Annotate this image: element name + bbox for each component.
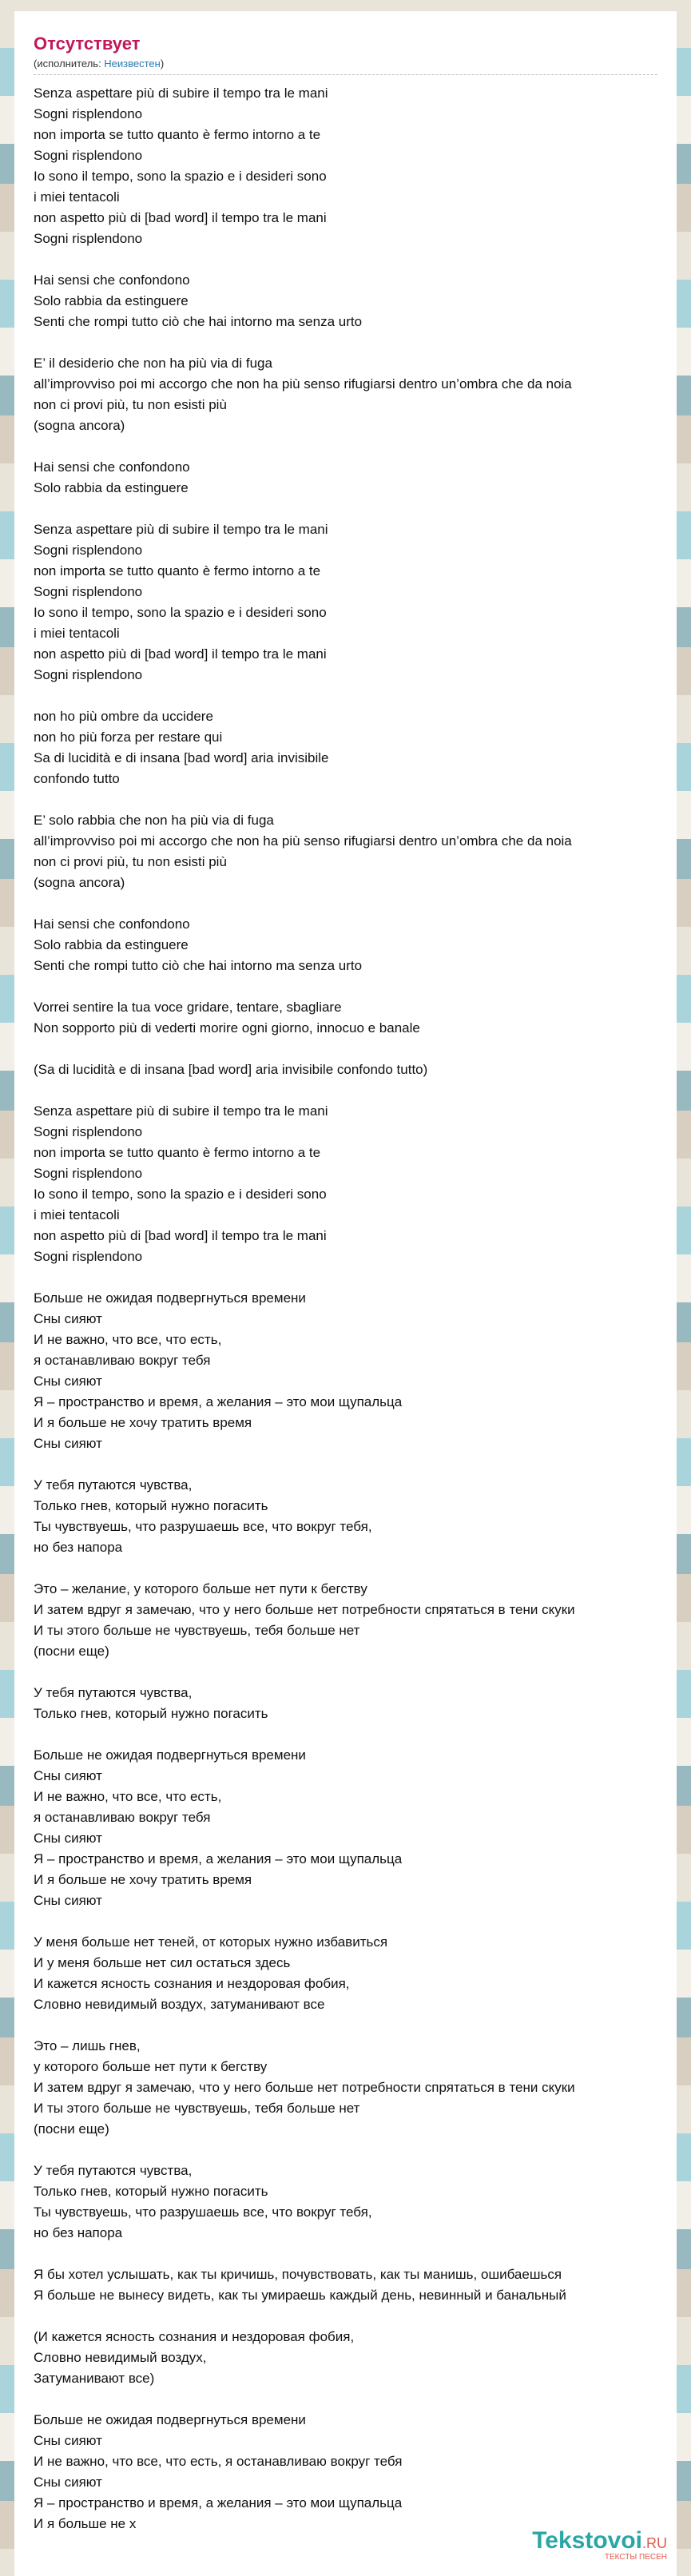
logo-name: Tekstovoi xyxy=(532,2527,642,2554)
artist-prefix: (исполнитель: xyxy=(34,58,105,70)
lyrics-text: Senza aspettare più di subire il tempo tra le mani Sogni risplendono non importa se tutto quanto è fermo intorno a te Sogni risplendono Io sono il tempo, sono la spazio e i desideri sono i miei tentacoli non aspetto più di [bad word] il tempo tra le mani Sogni risplendono Hai sensi che confondono Solo rabbia da estinguere Senti che rompi tutto ciò che hai intorno ma senza urto E’ il desiderio che non ha più via di fuga all’improvviso poi mi accorgo che non ha più senso rifugiarsi dentro un’ombra che da noia non ci provi più, tu non esisti più (sogna ancora) Hai sensi che confondono Solo rabbia da estinguere Senza aspettare più di subire il tempo tra le mani Sogni risplendono non importa se tutto quanto è fermo intorno a te Sogni risplendono Io sono il tempo, sono la spazio e i desideri sono i miei tentacoli non aspetto più di [bad word] il tempo tra le mani Sogni risplendono non ho più ombre da uccidere non ho più forza per restare qui Sa di lucidità e di insana [bad word] aria invisibile confondo tutto E’ solo rabbia che non ha più via di fuga all’improvviso poi mi accorgo che non ha più senso rifugiarsi dentro un’ombra che da noia non ci provi più, tu non esisti più (sogna ancora) Hai sensi che confondono Solo rabbia da estinguere Senti che rompi tutto ciò che hai intorno ma senza urto Vorrei sentire la tua voce gridare, tentare, sbagliare Non sopporto più di vederti morire ogni giorno, innocuo e banale (Sa di lucidità e di insana [bad word] aria invisibile confondo tutto) Senza aspettare più di subire il tempo tra le mani Sogni risplendono non importa se tutto quanto è fermo intorno a te Sogni risplendono Io sono il tempo, sono la spazio e i desideri sono i miei tentacoli non aspetto più di [bad word] il tempo tra le mani Sogni risplendono Больше не ожидая подвергнуться времени Сны сияют И не важно, что все, что есть, я останавливаю вокруг тебя Сны сияют Я – пространство и время, а желания – это мои щупальца И я больше не хочу тратить время Сны сияют У тебя путаются чувства, Только гнев, который нужно погасить Ты чувствуешь, что разрушаешь все, что вокруг тебя, но без напора Это – желание, у которого больше нет пути к бегству И затем вдруг я замечаю, что у него больше нет потребности спрятаться в тени скуки И ты этого больше не чувствуешь, тебя больше нет (посни еще) У тебя путаются чувства, Только гнев, который нужно погасить Больше не ожидая подвергнуться времени Сны сияют И не важно, что все, что есть, я останавливаю вокруг тебя Сны сияют Я – пространство и время, а желания – это мои щупальца И я больше не хочу тратить время Сны сияют У меня больше нет теней, от которых нужно избавиться И у меня больше нет сил остаться здесь И кажется ясность сознания и нездоровая фобия, Словно невидимый воздух, затуманивают все Это – лишь гнев, у которого больше нет пути к бегству И затем вдруг я замечаю, что у него больше нет потребности спрятаться в тени скуки И ты этого больше не чувствуешь, тебя больше нет (посни еще) У тебя путаются чувства, Только гнев, который нужно погасить Ты чувствуешь, что разрушаешь все, что вокруг тебя, но без напора Я бы хотел услышать, как ты кричишь, почувствовать, как ты манишь, ошибаешься Я больше не вынесу видеть, как ты умираешь каждый день, невинный и банальный (И кажется ясность сознания и нездоровая фобия, Словно невидимый воздух, Затуманивают все) Больше не ожидая подвергнуться времени Сны сияют И не важно, что все, что есть, я останавливаю вокруг тебя Сны сияют Я – пространство и время, а желания – это мои щупальца И я больше не х xyxy=(34,85,575,2531)
artist-link[interactable]: Неизвестен xyxy=(104,58,161,70)
lyrics-page xyxy=(14,11,677,2576)
logo-tld: .RU xyxy=(642,2535,667,2551)
artist-suffix: ) xyxy=(160,58,165,70)
song-title: Отсутствует xyxy=(34,34,141,54)
artist-line xyxy=(34,58,657,75)
site-logo[interactable] xyxy=(532,2527,667,2562)
logo-tagline: ТЕКСТЫ ПЕСЕН xyxy=(604,2553,667,2562)
